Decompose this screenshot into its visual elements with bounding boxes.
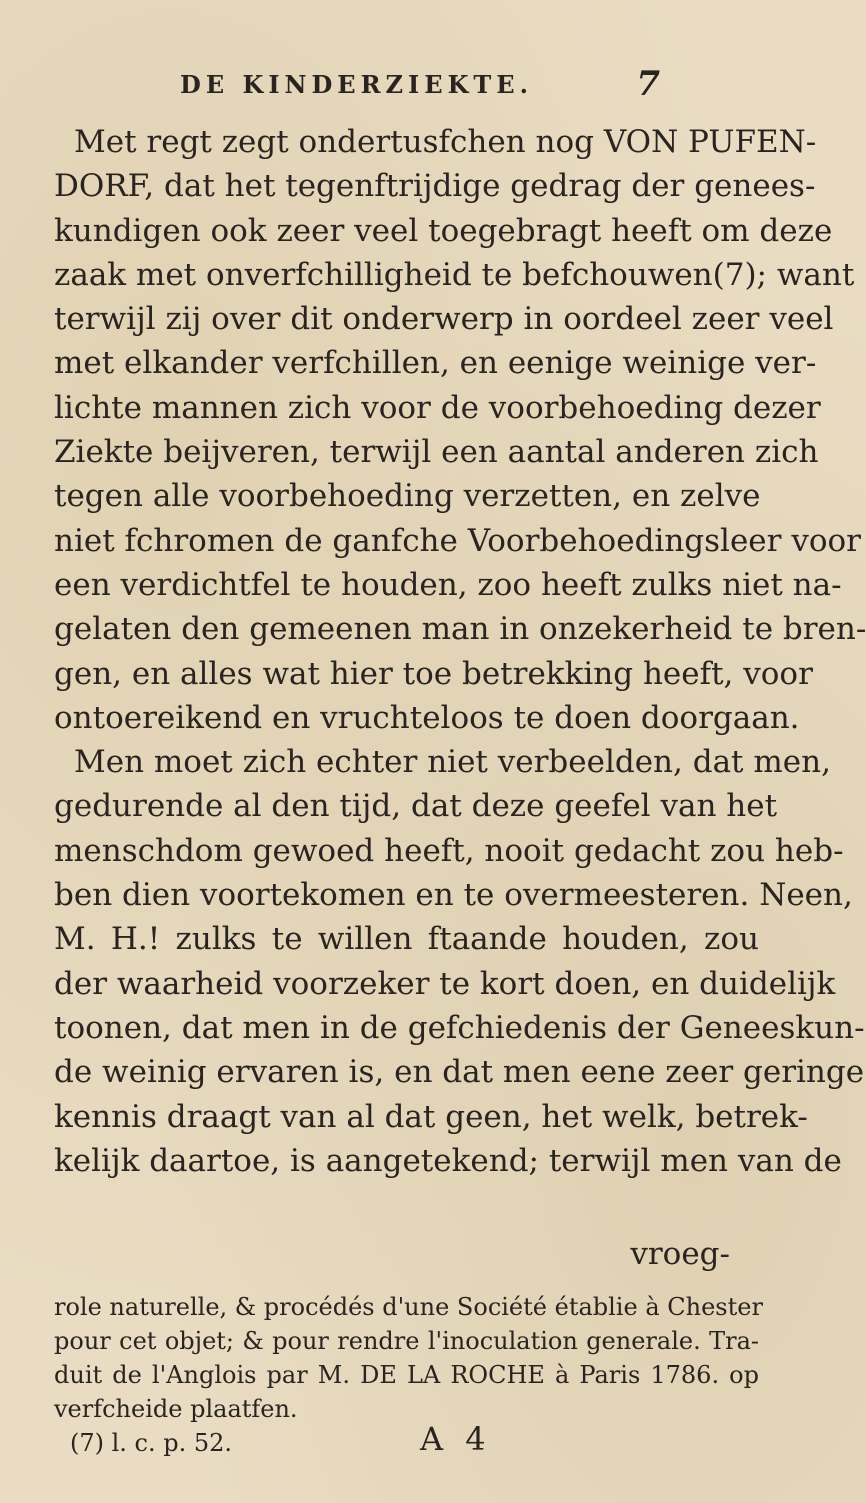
text-line: menschdom gewoed heeft, nooit gedacht zou heb- (54, 832, 844, 869)
footnote (54, 1290, 763, 1460)
text-line: gelaten den gemeenen man in onzekerheid te bren- (54, 611, 866, 648)
text-line: met elkander verfchillen, en eenige weinige ver- (54, 345, 817, 382)
running-head: DE KINDERZIEKTE. (180, 70, 533, 99)
text-line: kundigen ook zeer veel toegebragt heeft om deze (54, 212, 833, 249)
text-line: gedurende al den tijd, dat deze geefel van het (54, 788, 778, 825)
text-line: niet fchromen de ganfche Voorbehoedingsleer voor (54, 522, 861, 559)
footnote-line: duit de l'Anglois par M. DE LA ROCHE à Paris 1786. op (54, 1361, 759, 1389)
footnote-line: verfcheide plaatfen. (54, 1395, 298, 1423)
footnote-line: role naturelle, & procédés d'une Société établie à Chester (54, 1293, 763, 1321)
text-line: ben dien voortekomen en te overmeesteren. Neen, (54, 877, 853, 914)
catchword: vroeg- (630, 1236, 730, 1272)
text-line: der waarheid voorzeker te kort doen, en duidelijk (54, 965, 836, 1002)
main-text (54, 120, 866, 1183)
text-line: Met regt zegt ondertusfchen nog VON PUFEN- (74, 124, 817, 160)
text-line: de weinig ervaren is, en dat men eene zeer geringe (54, 1054, 865, 1091)
text-line: lichte mannen zich voor de voorbehoeding dezer (54, 389, 821, 426)
footnote-reference: (7) l. c. p. 52. (70, 1429, 233, 1457)
text-line: Men moet zich echter niet verbeelden, dat men, (74, 744, 831, 781)
text-line: zaak met onverfchilligheid te befchouwen(7); want (54, 256, 855, 293)
text-line: kennis draagt van al dat geen, het welk, betrek- (54, 1098, 808, 1135)
footnote-line: pour cet objet; & pour rendre l'inoculation generale. Tra- (54, 1327, 759, 1355)
signature-mark: A 4 (420, 1420, 492, 1458)
text-line: ontoereikend en vruchteloos te doen doorgaan. (54, 699, 800, 736)
text-line: tegen alle voorbehoeding verzetten, en zelve (54, 478, 761, 515)
text-line: terwijl zij over dit onderwerp in oordeel zeer veel (54, 301, 834, 338)
text-line: Ziekte beijveren, terwijl een aantal anderen zich (54, 434, 819, 471)
page-number: 7 (636, 64, 660, 104)
text-line: toonen, dat men in de gefchiedenis der Geneeskun- (54, 1009, 865, 1046)
page-header (180, 64, 660, 110)
text-line: kelijk daartoe, is aangetekend; terwijl men van de (54, 1142, 842, 1179)
text-line: een verdichtfel te houden, zoo heeft zulks niet na- (54, 566, 842, 603)
text-line: gen, en alles wat hier toe betrekking heeft, voor (54, 655, 813, 692)
text-line: M. H.! zulks te willen ftaande houden, zou (54, 921, 759, 958)
text-line: DORF, dat het tegenftrijdige gedrag der genees- (54, 168, 816, 205)
